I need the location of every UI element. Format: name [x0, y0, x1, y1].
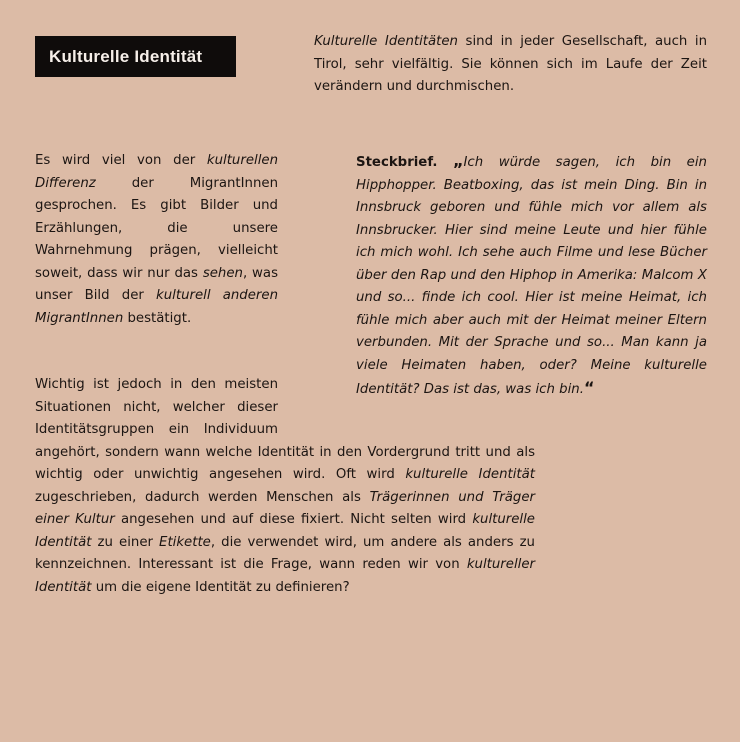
- bottom-text-2: zugeschrieben, dadurch werden Menschen als: [35, 489, 370, 505]
- steckbrief-quote-text: Ich würde sagen, ich bin ein Hipphopper. Beatboxing, das ist mein Ding. Bin in Innsbruck geboren und fühle mich vor allem als Innsbrucker. Hier sind meine Leute und hier fühle ich mich wohl. Ich sehe auch Filme und lese Bücher über den Rap und den Hiphop in Amerika: Malcom X und so... finde ich cool. Hier ist meine Heimat, ich fühle mich aber auch mit der Heimat meiner Eltern verbunden. Mit der Sprache und so... Man kann ja viele Heimaten haben, oder? Meine kulturelle Identität? Das ist das, was ich bin.: [356, 155, 707, 397]
- left-text-2: der MigrantInnen gesprochen. Es gibt Bilder und Erzählungen, die unsere Wahrnehmung prägen, vielleicht soweit, dass wir nur das: [35, 175, 278, 281]
- intro-text: sind in jeder Gesellschaft, auch in Tirol, sehr vielfältig. Sie können sich im Laufe der Zeit verändern und durchmischen.: [314, 34, 707, 94]
- steckbrief-quote: [356, 150, 707, 402]
- page-title: Kulturelle Identität: [35, 36, 236, 77]
- bottom-emphasis-5: kultureller Identität: [35, 557, 535, 595]
- left-text-1: Es wird viel von der: [35, 153, 207, 168]
- left-emphasis-3: kulturell anderen MigrantInnen: [35, 288, 279, 326]
- bottom-text-4: zu einer: [91, 534, 160, 550]
- open-quote-mark: „: [453, 151, 464, 170]
- left-emphasis-2: sehen: [202, 265, 243, 281]
- bottom-paragraph: [35, 374, 535, 599]
- left-text-3: , was unser Bild der: [35, 265, 278, 303]
- bottom-emphasis-3: kulturelle Identität: [35, 512, 535, 550]
- bottom-text-6: um die eigene Identität zu definieren?: [91, 579, 350, 595]
- intro-paragraph: [314, 31, 707, 99]
- left-column-paragraph: [35, 150, 278, 330]
- left-text-4: bestätigt.: [123, 310, 192, 326]
- text-wrap-spacer: [278, 374, 535, 441]
- bottom-text-5: , die verwendet wird, um andere als anders zu kennzeichnen. Interessant ist die Frage, wann reden wir von: [35, 534, 535, 572]
- bottom-emphasis-4: Etikette: [159, 534, 211, 550]
- close-quote-mark: “: [583, 378, 595, 397]
- intro-emphasis: Kulturelle Identitäten: [314, 34, 458, 49]
- steckbrief-label: Steckbrief.: [356, 155, 438, 170]
- bottom-emphasis-1: kulturelle Identität: [405, 467, 535, 482]
- bottom-text-1: Wichtig ist jedoch in den meisten Situationen nicht, welcher dieser Identitätsgruppen ein Individuum angehört, sondern wann welche Identität in den Vordergrund tritt und als wichtig oder unwichtig angesehen wird. Oft wird: [35, 377, 535, 482]
- bottom-text-3: angesehen und auf diese fixiert. Nicht selten wird: [114, 512, 473, 527]
- bottom-emphasis-2: Trägerinnen und Träger einer Kultur: [35, 489, 535, 527]
- left-emphasis-1: kulturellen Differenz: [35, 153, 278, 191]
